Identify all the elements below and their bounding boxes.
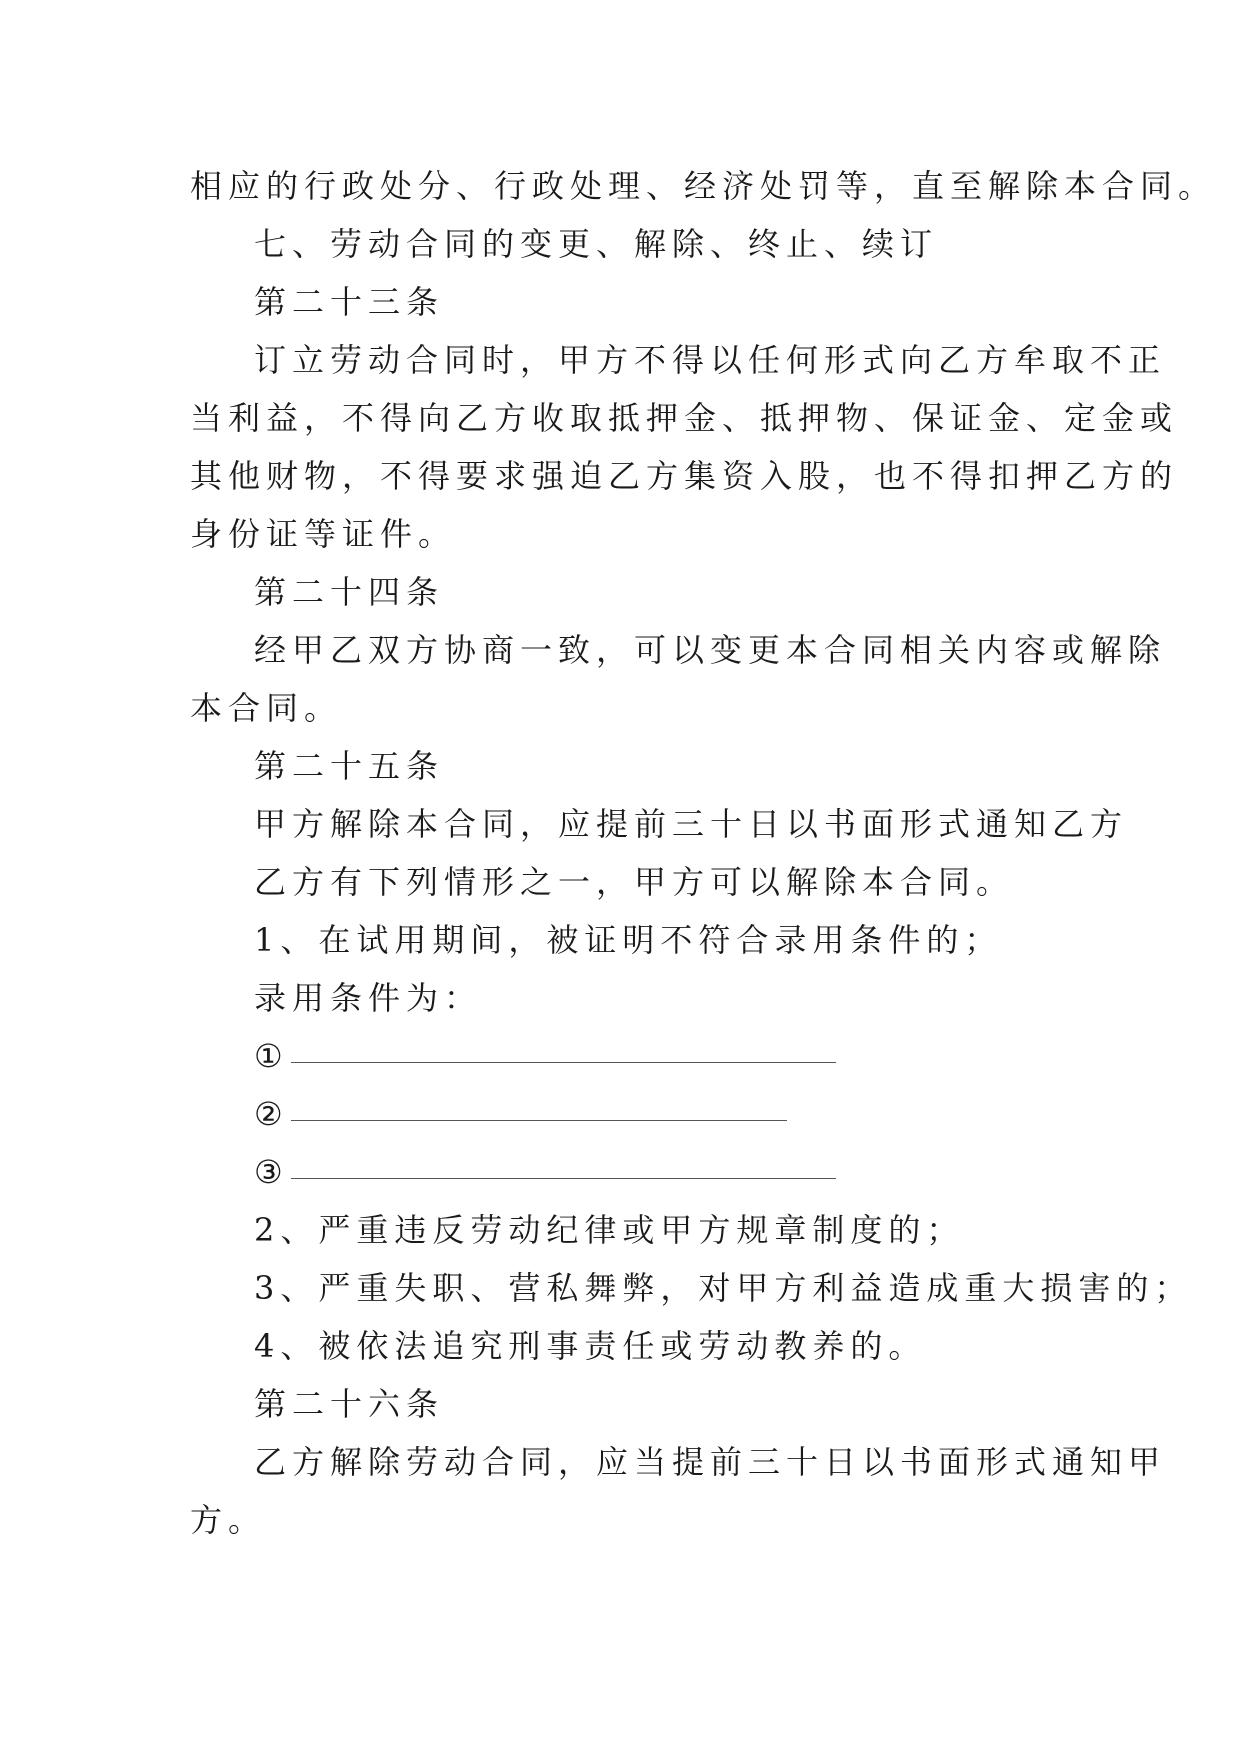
paragraph-line: 乙方解除劳动合同，应当提前三十日以书面形式通知甲	[254, 1443, 1167, 1481]
fill-in-blank	[291, 1094, 787, 1121]
paragraph-line: 录用条件为：	[254, 979, 483, 1017]
condition-item-3	[190, 1143, 1070, 1201]
paragraph-line: 订立劳动合同时，甲方不得以任何形式向乙方牟取不正	[254, 341, 1167, 379]
article-heading: 第二十五条	[254, 747, 445, 785]
paragraph-line: 甲方解除本合同，应提前三十日以书面形式通知乙方	[254, 805, 1129, 843]
list-item: 2、严重违反劳动纪律或甲方规章制度的；	[254, 1211, 965, 1249]
circled-number: ②	[254, 1095, 289, 1133]
list-item: 4、被依法追究刑事责任或劳动教养的。	[254, 1327, 927, 1365]
document-page	[190, 157, 1217, 1549]
paragraph-line: 当利益，不得向乙方收取抵押金、抵押物、保证金、定金或	[190, 399, 1179, 437]
section-heading: 七、劳动合同的变更、解除、终止、续订	[254, 225, 939, 263]
paragraph-line: 乙方有下列情形之一，甲方可以解除本合同。	[254, 863, 1015, 901]
condition-item-2	[190, 1085, 1070, 1143]
paragraph-line: 相应的行政处分、行政处理、经济处罚等，直至解除本合同。	[190, 167, 1217, 205]
fill-in-blank	[291, 1036, 836, 1063]
paragraph-line: 本合同。	[190, 689, 343, 727]
article-heading: 第二十三条	[254, 283, 445, 321]
paragraph-line: 身份证等证件。	[190, 515, 457, 553]
article-heading: 第二十四条	[254, 573, 445, 611]
list-item: 1、在试用期间，被证明不符合录用条件的；	[254, 921, 1003, 959]
circled-number: ①	[254, 1037, 289, 1075]
paragraph-line: 经甲乙双方协商一致，可以变更本合同相关内容或解除	[254, 631, 1167, 669]
circled-number: ③	[254, 1153, 289, 1191]
paragraph-line: 方。	[190, 1501, 267, 1539]
fill-in-blank	[291, 1152, 836, 1179]
condition-item-1	[190, 1027, 1070, 1085]
list-item: 3、严重失职、营私舞弊，对甲方利益造成重大损害的；	[254, 1269, 1193, 1307]
paragraph-line: 其他财物，不得要求强迫乙方集资入股，也不得扣押乙方的	[190, 457, 1179, 495]
article-heading: 第二十六条	[254, 1385, 445, 1423]
